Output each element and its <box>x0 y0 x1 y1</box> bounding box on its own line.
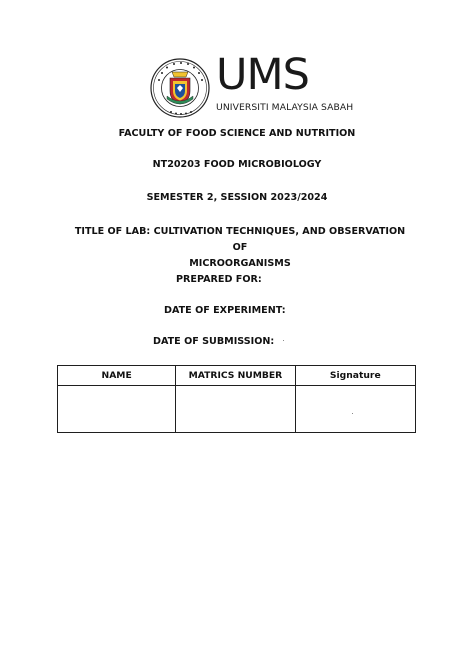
ums-wordmark: UMS <box>216 50 309 100</box>
lab-title-line-2: MICROORGANISMS <box>189 258 291 269</box>
date-of-experiment-label: DATE OF EXPERIMENT: <box>164 305 286 316</box>
university-name: UNIVERSITI MALAYSIA SABAH <box>216 102 354 113</box>
stray-mark <box>283 340 284 341</box>
ums-logo <box>150 50 354 117</box>
lab-title <box>70 224 410 272</box>
course-code: NT20203 FOOD MICROBIOLOGY <box>152 159 322 170</box>
faculty-name: FACULTY OF FOOD SCIENCE AND NUTRITION <box>118 128 356 139</box>
lab-title-line-1: TITLE OF LAB: CULTIVATION TECHNIQUES, AND OBSERVATION OF <box>74 226 406 253</box>
date-of-submission-label: DATE OF SUBMISSION: <box>153 336 275 347</box>
table-row <box>58 386 416 433</box>
prepared-for-label: PREPARED FOR: <box>176 274 262 285</box>
signature-table <box>57 365 416 433</box>
signature-column-header: Signature <box>295 366 415 386</box>
name-column-header: NAME <box>58 366 176 386</box>
name-cell[interactable] <box>58 386 176 433</box>
signature-cell[interactable] <box>295 386 415 433</box>
matrics-number-column-header: MATRICS NUMBER <box>176 366 295 386</box>
matrics-number-cell[interactable] <box>176 386 295 433</box>
semester-session: SEMESTER 2, SESSION 2023/2024 <box>146 192 328 203</box>
table-header-row <box>58 366 416 386</box>
university-seal-icon <box>150 58 210 118</box>
